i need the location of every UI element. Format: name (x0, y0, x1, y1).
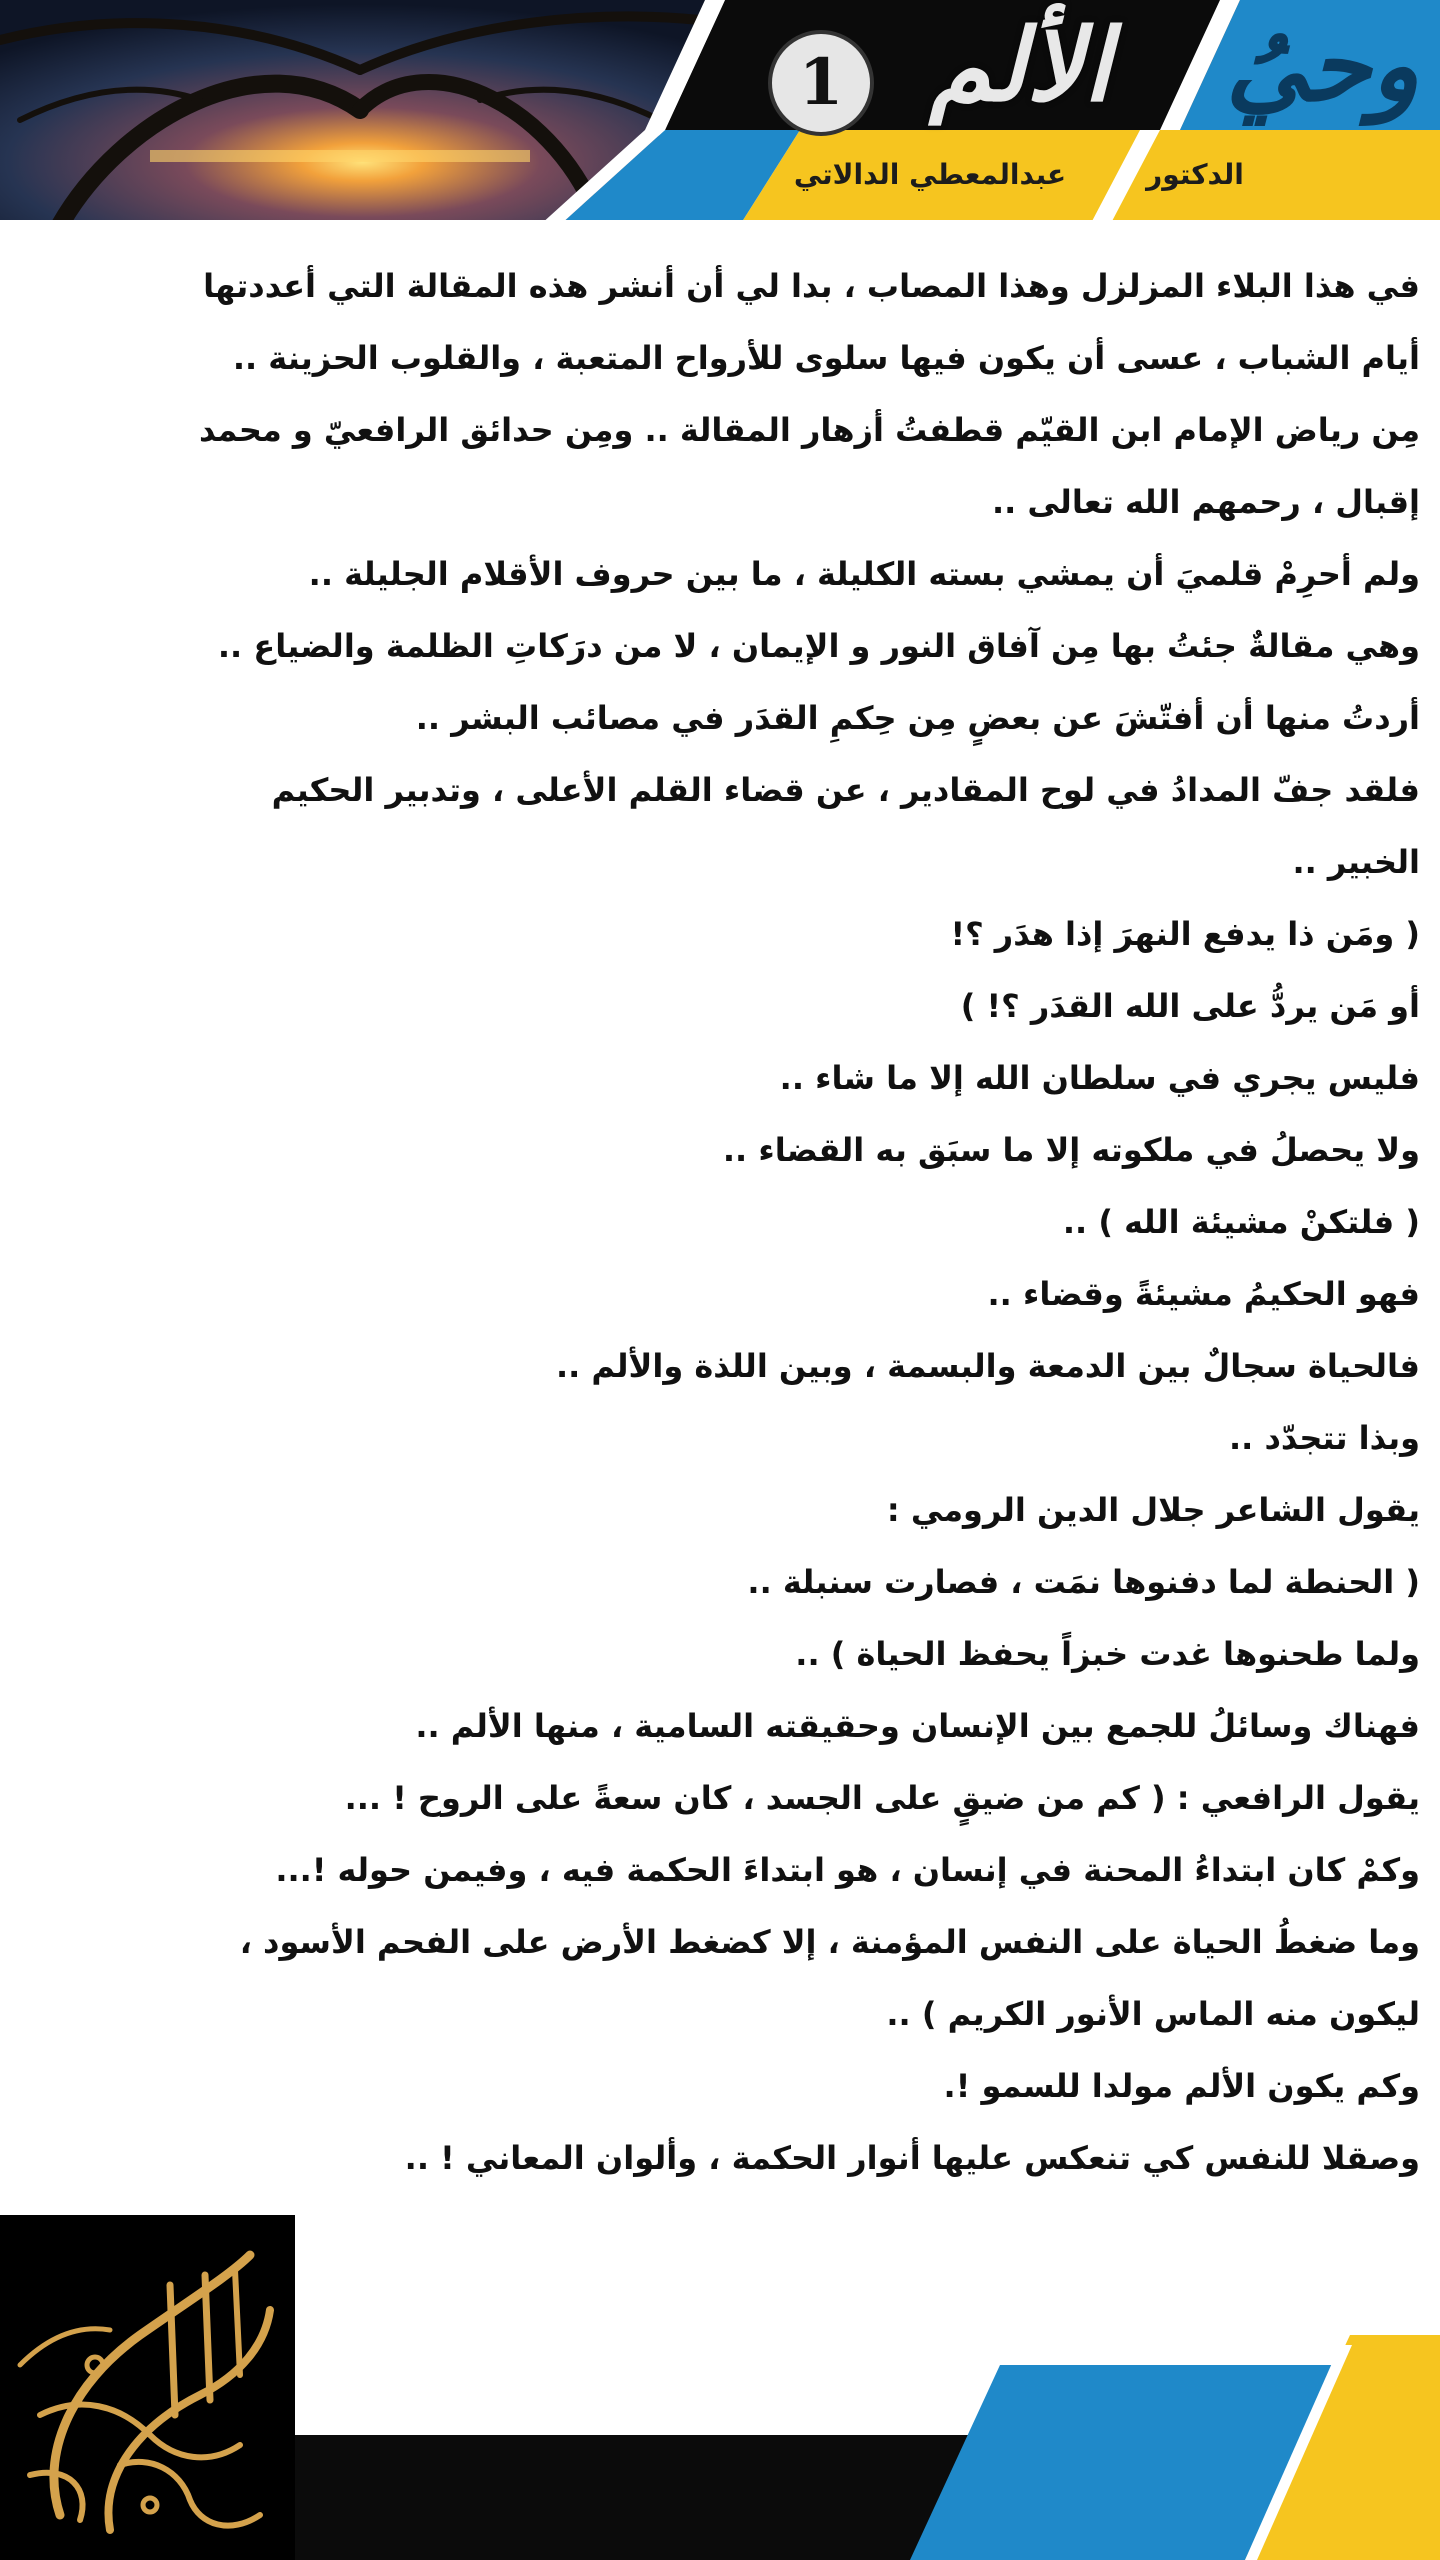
calligraphy-signature (0, 2215, 295, 2560)
article-line: يقول الشاعر جلال الدين الرومي : (886, 1491, 1420, 1529)
issue-number-badge: 1 (768, 30, 874, 136)
article-line: وهي مقالةٌ جئتُ بها مِن آفاق النور و الإيمان ، لا من درَكاتِ الظلمة والضياع .. (217, 627, 1420, 665)
article-line: أيام الشباب ، عسى أن يكون فيها سلوى للأرواح المتعبة ، والقلوب الحزينة .. (232, 339, 1420, 377)
title-word-alam: الألم (929, 6, 1111, 124)
article-line: وكم يكون الألم مولدا للسمو !. (943, 2067, 1420, 2105)
article-line: إقبال ، رحمهم الله تعالى .. (991, 483, 1420, 521)
author-title: الدكتور (1146, 158, 1244, 191)
article-line: الخبير .. (1292, 843, 1420, 881)
article-line: ولما طحنوها غدت خبزاً يحفظ الحياة ) .. (795, 1635, 1420, 1673)
article-line: وكمْ كان ابتداءُ المحنة في إنسان ، هو ابتداءَ الحكمة فيه ، وفيمن حوله !... (275, 1851, 1420, 1889)
author-name: عبدالمعطي الدالاتي (793, 158, 1067, 191)
header-banner (0, 0, 1440, 225)
title-word-wahy: وحيُ (1225, 6, 1420, 124)
article-line: ولا يحصلُ في ملكوته إلا ما سبَق به القضاء .. (722, 1131, 1420, 1169)
signature-calligraphy-graphic (0, 2215, 295, 2560)
article-line: فهناك وسائلُ للجمع بين الإنسان وحقيقته السامية ، منها الألم .. (415, 1707, 1420, 1745)
article-body (18, 250, 1420, 2194)
article-line: وصقلا للنفس كي تنعكس عليها أنوار الحكمة ، وألوان المعاني ! .. (404, 2139, 1420, 2177)
article-line: ليكون منه الماس الأنور الكريم ) .. (886, 1995, 1420, 2033)
article-line: أو مَن يردُّ على الله القدَر ؟! ) (960, 987, 1420, 1025)
article-line: يقول الرافعي : ( كم من ضيقٍ على الجسد ، كان سعةً على الروح ! ... (344, 1779, 1420, 1817)
article-line: ( ومَن ذا يدفع النهرَ إذا هدَر ؟! (950, 915, 1420, 953)
article-line: مِن رياض الإمام ابن القيّم قطفتُ أزهار المقالة .. ومِن حدائق الرافعيّ و محمد (198, 411, 1420, 449)
article-line: أردتُ منها أن أفتّشَ عن بعضٍ مِن حِكمِ القدَر في مصائب البشر .. (415, 699, 1420, 737)
article-line: في هذا البلاء المزلزل وهذا المصاب ، بدا لي أن أنشر هذه المقالة التي أعددتها (203, 267, 1420, 305)
article-line: فلقد جفّ المدادُ في لوح المقادير ، عن قضاء القلم الأعلى ، وتدبير الحكيم (271, 771, 1420, 809)
article-line: فليس يجري في سلطان الله إلا ما شاء .. (779, 1059, 1420, 1097)
article-line: وبذا تتجدّد .. (1229, 1419, 1420, 1457)
article-line: فهو الحكيمُ مشيئةً وقضاء .. (987, 1275, 1420, 1313)
article-line: فالحياة سجالٌ بين الدمعة والبسمة ، وبين اللذة والألم .. (555, 1347, 1420, 1385)
article-line: وما ضغطُ الحياة على النفس المؤمنة ، إلا كضغط الأرض على الفحم الأسود ، (239, 1923, 1420, 1961)
article-line: ولم أحرِمْ قلميَ أن يمشي بسته الكليلة ، ما بين حروف الأقلام الجليلة .. (308, 555, 1420, 593)
article-line: ( الحنطة لما دفنوها نمَت ، فصارت سنبلة .. (747, 1563, 1420, 1601)
horizon-glow (150, 150, 530, 162)
article-line: ( فلتكنْ مشيئة الله ) .. (1062, 1203, 1420, 1241)
header-bottom-rule (0, 220, 1440, 225)
